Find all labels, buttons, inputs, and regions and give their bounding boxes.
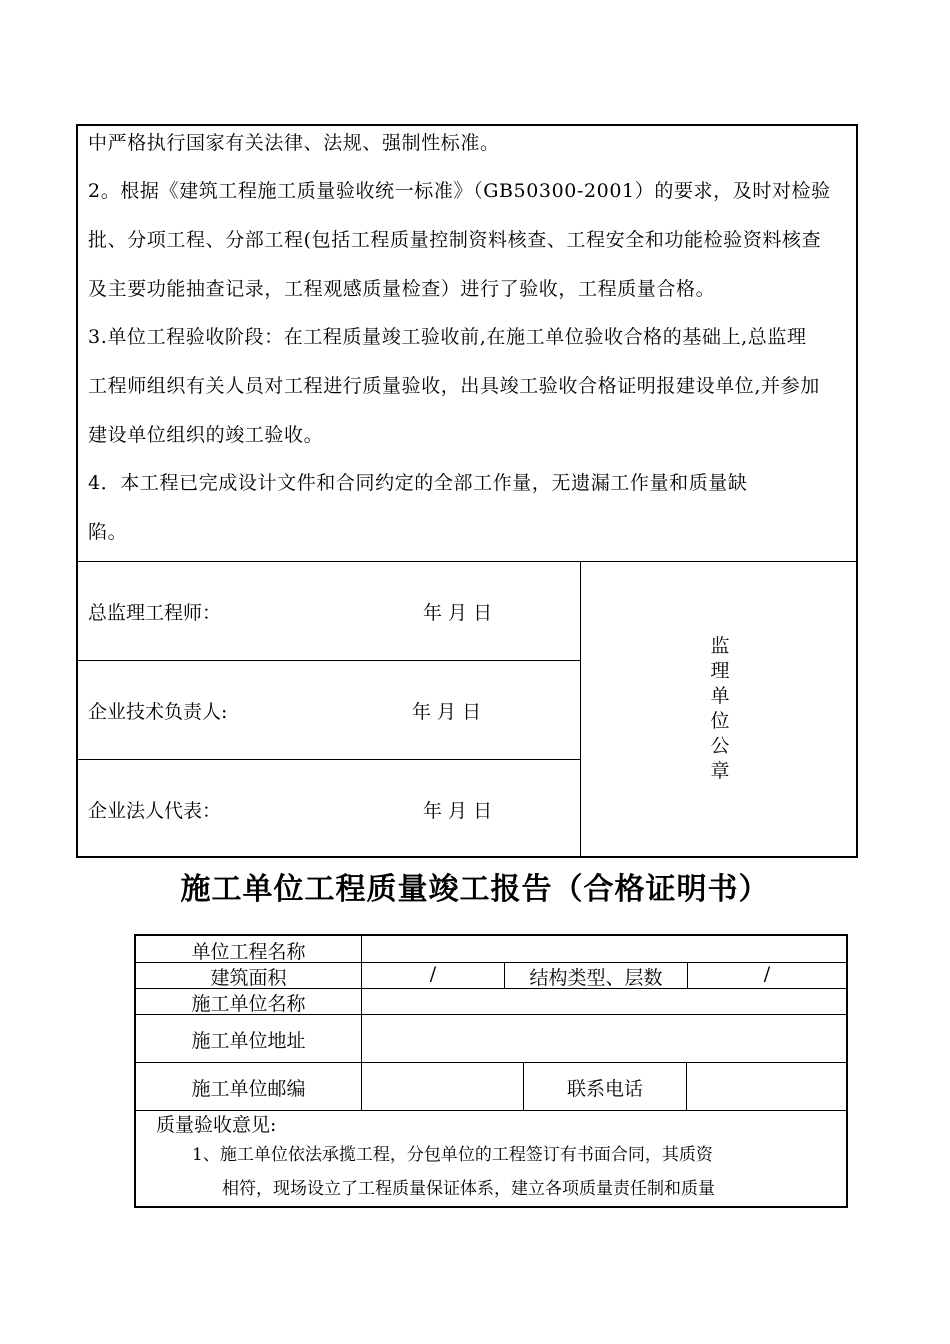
signature-row-chief-supervisor bbox=[78, 562, 580, 661]
document-title: 施工单位工程质量竣工报告（合格证明书） bbox=[180, 872, 770, 907]
seal-area bbox=[580, 562, 858, 858]
signature-date: 年 月 日 bbox=[412, 701, 482, 723]
signature-label: 企业技术负责人: bbox=[88, 701, 228, 723]
signature-area bbox=[78, 562, 580, 858]
signature-label: 总监理工程师： bbox=[88, 602, 222, 624]
row-divider bbox=[136, 1062, 846, 1063]
seal-label: 监理单位公章 bbox=[710, 635, 730, 782]
quality-opinion-line-1: 1、施工单位依法承揽工程，分包单位的工程签订有书面合同，其质资 bbox=[192, 1145, 713, 1165]
text-line-3: 批、分项工程、分部工程(包括工程质量控制资料核查、工程安全和功能检验资料核查 bbox=[88, 229, 822, 251]
signature-label: 企业法人代表： bbox=[88, 800, 222, 822]
signature-row-technical-lead bbox=[78, 661, 580, 760]
text-line-5: 3.单位工程验收阶段：在工程质量竣工验收前,在施工单位验收合格的基础上,总监理 bbox=[88, 326, 807, 348]
structure-type-label: 结构类型、层数 bbox=[529, 967, 663, 989]
text-line-1: 中严格执行国家有关法律、法规、强制性标准。 bbox=[88, 132, 500, 154]
text-line-8: 4．本工程已完成设计文件和合同约定的全部工作量，无遗漏工作量和质量缺 bbox=[88, 472, 748, 494]
column-divider bbox=[686, 1062, 687, 1110]
signature-date: 年 月 日 bbox=[423, 602, 493, 624]
structure-type-field[interactable]: / bbox=[763, 963, 771, 985]
building-area-field[interactable]: / bbox=[429, 963, 437, 985]
acceptance-text-area bbox=[78, 126, 856, 562]
phone-label: 联系电话 bbox=[566, 1078, 643, 1100]
completion-report-form bbox=[134, 934, 848, 1208]
signature-row-legal-representative bbox=[78, 760, 580, 859]
quality-opinion-title: 质量验收意见: bbox=[156, 1114, 277, 1136]
quality-opinion-line-2: 相符，现场设立了工程质量保证体系，建立各项质量责任制和质量 bbox=[222, 1179, 715, 1199]
contractor-name-label: 施工单位名称 bbox=[191, 993, 306, 1015]
signature-date: 年 月 日 bbox=[423, 800, 493, 822]
text-line-4: 及主要功能抽查记录，工程观感质量检查）进行了验收，工程质量合格。 bbox=[88, 278, 716, 300]
text-line-9: 陷。 bbox=[88, 521, 128, 543]
text-line-2: 2。根据《建筑工程施工质量验收统一标准》（GB50300-2001）的要求，及时对检验 bbox=[88, 180, 831, 202]
text-line-7: 建设单位组织的竣工验收。 bbox=[88, 424, 324, 446]
building-area-label: 建筑面积 bbox=[210, 967, 287, 989]
project-name-label: 单位工程名称 bbox=[191, 941, 306, 963]
postal-code-label: 施工单位邮编 bbox=[191, 1078, 306, 1100]
contractor-address-label: 施工单位地址 bbox=[191, 1030, 306, 1052]
text-line-6: 工程师组织有关人员对工程进行质量验收，出具竣工验收合格证明报建设单位,并参加 bbox=[88, 375, 820, 397]
acceptance-content-block bbox=[76, 124, 858, 858]
